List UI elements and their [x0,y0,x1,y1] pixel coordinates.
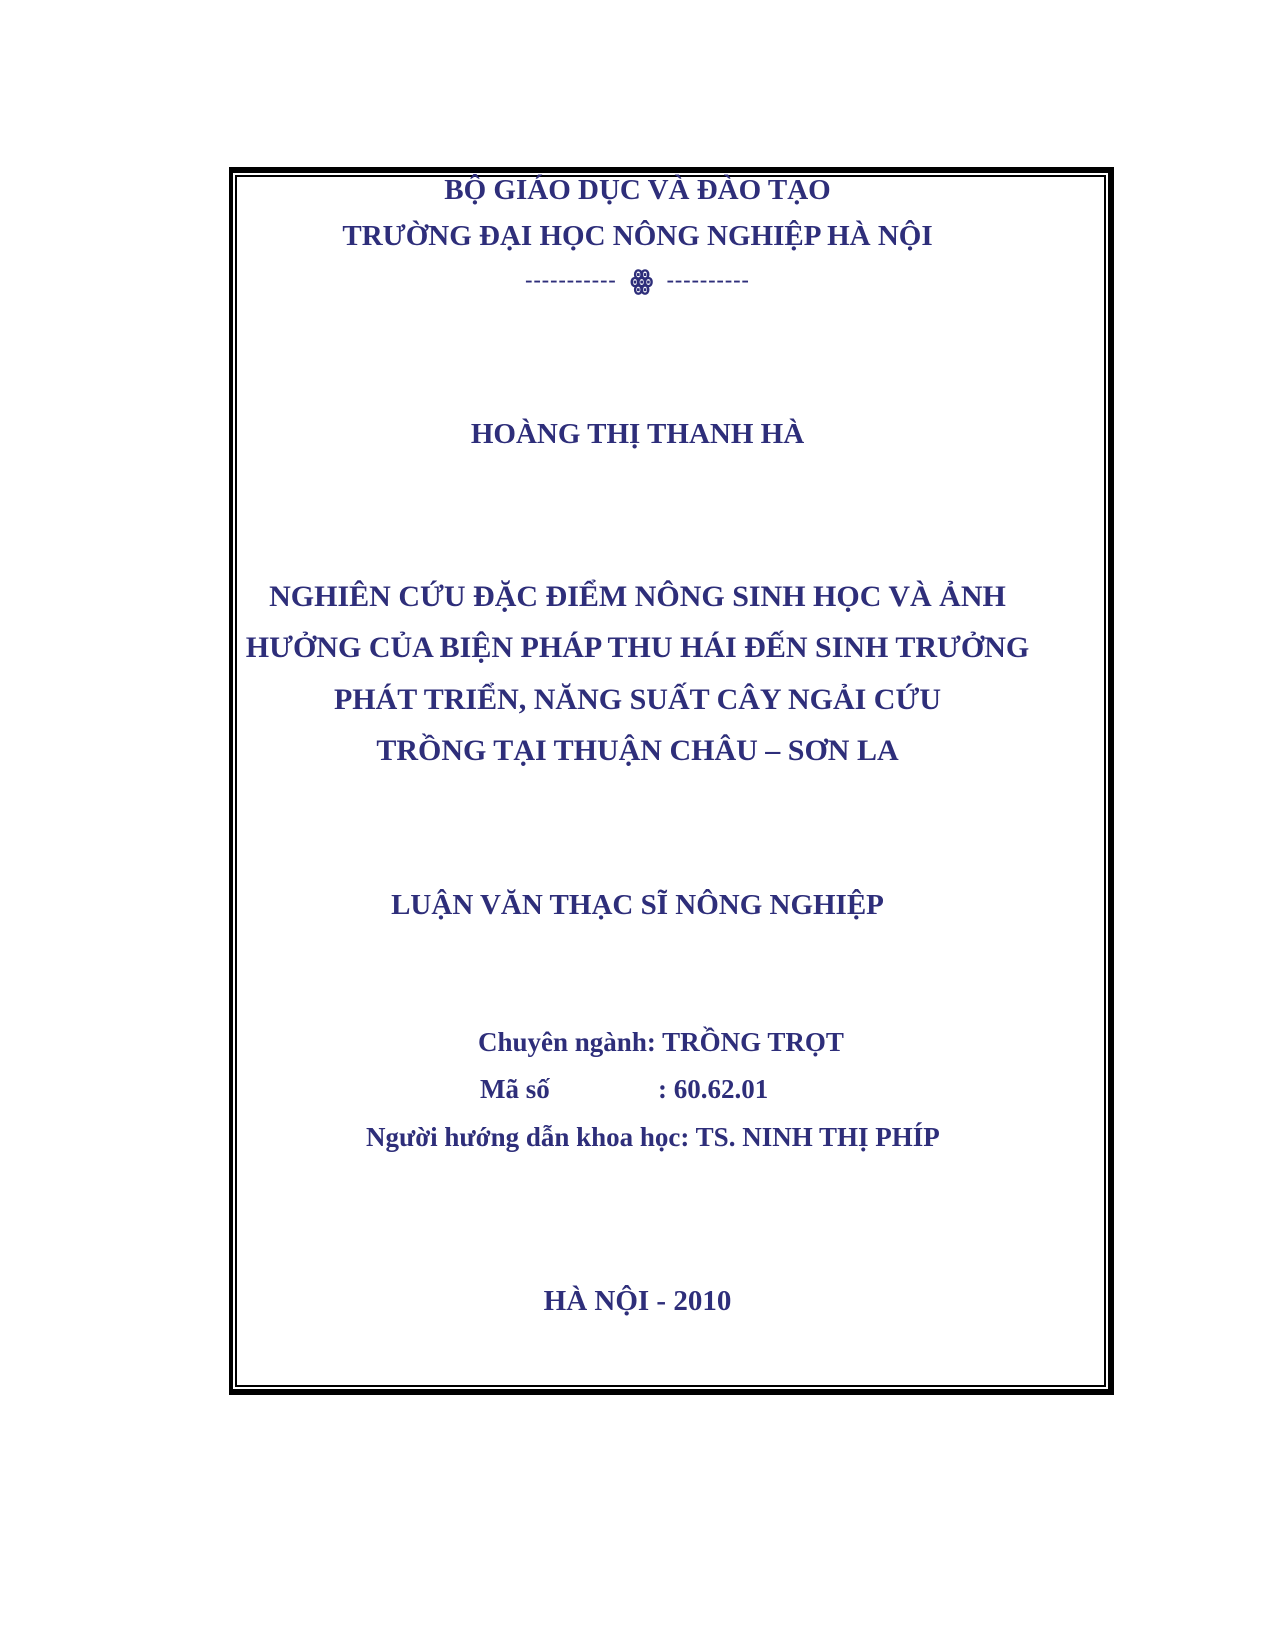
advisor-value: TS. NINH THỊ PHÍP [695,1122,940,1152]
code-label: Mã số [480,1074,550,1104]
flourish-icon: ꙮ [630,266,654,295]
major-row [478,1029,844,1056]
header-divider [0,268,1275,294]
thesis-title-line-1: NGHIÊN CỨU ĐẶC ĐIỂM NÔNG SINH HỌC VÀ ẢNH [269,580,1006,613]
major-label: Chuyên ngành: [478,1027,656,1057]
advisor-label: Người hướng dẫn khoa học: [366,1122,690,1152]
page-border [229,167,1114,1395]
major-value: TRỒNG TRỌT [662,1027,844,1057]
thesis-title-line-2: HƯỞNG CỦA BIỆN PHÁP THU HÁI ĐẾN SINH TRƯỞNG [245,631,1030,664]
ministry-name: BỘ GIÁO DỤC VÀ ĐÀO TẠO [444,174,831,206]
divider-right: ---------- [666,267,750,292]
code-value: : 60.62.01 [658,1074,769,1104]
place-year: HÀ NỘI - 2010 [543,1285,732,1317]
divider-left: ----------- [525,267,617,292]
university-name: TRƯỜNG ĐẠI HỌC NÔNG NGHIỆP HÀ NỘI [342,220,933,252]
degree-title: LUẬN VĂN THẠC SĨ NÔNG NGHIỆP [391,889,884,921]
thesis-title-line-4: TRỒNG TẠI THUẬN CHÂU – SƠN LA [376,734,899,767]
thesis-title-line-3: PHÁT TRIỂN, NĂNG SUẤT CÂY NGẢI CỨU [333,683,942,716]
advisor-row [366,1124,940,1151]
author-name: HOÀNG THỊ THANH HÀ [470,418,805,450]
